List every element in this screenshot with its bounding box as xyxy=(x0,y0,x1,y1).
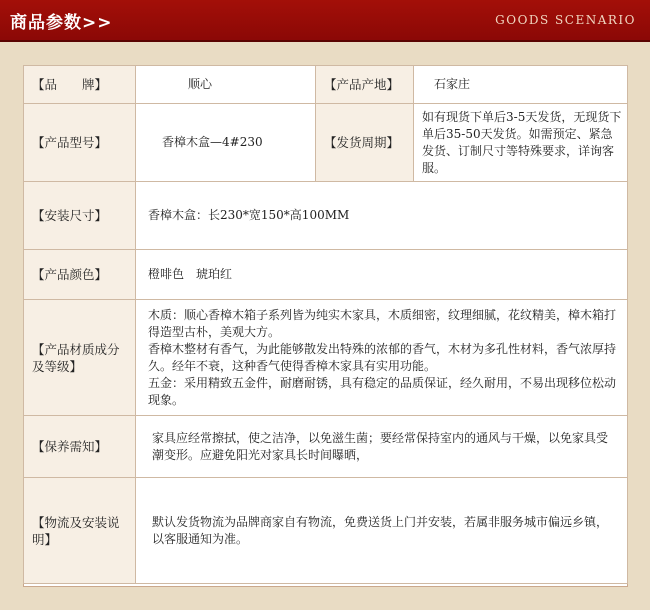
section-title: 商品参数>> xyxy=(10,13,113,33)
table-row xyxy=(24,250,628,300)
color-label: 【产品颜色】 xyxy=(24,250,136,300)
table-row xyxy=(24,416,628,478)
delivery-label: 【发货周期】 xyxy=(316,104,414,182)
logistics-value: 默认发货物流为品牌商家自有物流，免费送货上门并安装，若属非服务城市偏远乡镇，以客服通知为准。 xyxy=(136,478,628,584)
params-table xyxy=(23,65,628,584)
origin-value: 石家庄 xyxy=(414,66,628,104)
brand-value: 顺心 xyxy=(136,66,316,104)
table-row xyxy=(24,478,628,584)
material-hardware-text: 五金：采用精致五金件，耐磨耐锈，具有稳定的品质保证，经久耐用，不易出现移位松动现象。 xyxy=(148,375,617,407)
logistics-label: 【物流及安装说明】 xyxy=(24,478,136,584)
material-scent-text: 香樟木整材有香气，为此能够散发出特殊的浓郁的香气，木材为多孔性材料，香气浓厚持久。经年不衰，这种香气使得香樟木家具有实用功能。 xyxy=(148,341,617,373)
model-label: 【产品型号】 xyxy=(24,104,136,182)
size-value: 香樟木盒：长230*宽150*高100MM xyxy=(136,182,628,250)
table-row xyxy=(24,66,628,104)
material-value xyxy=(136,300,628,416)
section-header xyxy=(0,0,650,42)
section-subtitle: GOODS SCENARIO xyxy=(495,13,636,27)
care-value: 家具应经常擦拭，使之洁净，以免滋生菌；要经常保持室内的通风与干燥，以免家具受潮变形。应避免阳光对家具长时间曝晒， xyxy=(136,416,628,478)
material-wood-text: 木质：顺心香樟木箱子系列皆为纯实木家具，木质细密，纹理细腻，花纹精美，樟木箱打得造型古朴，美观大方。 xyxy=(148,307,617,339)
table-row xyxy=(24,104,628,182)
table-row xyxy=(24,300,628,416)
care-label: 【保养需知】 xyxy=(24,416,136,478)
table-row xyxy=(24,182,628,250)
color-value: 橙啡色 琥珀红 xyxy=(136,250,628,300)
origin-label: 【产品产地】 xyxy=(316,66,414,104)
material-label: 【产品材质成分及等级】 xyxy=(24,300,136,416)
size-label: 【安装尺寸】 xyxy=(24,182,136,250)
brand-label: 【品 牌】 xyxy=(24,66,136,104)
delivery-value: 如有现货下单后3-5天发货，无现货下单后35-50天发货。如需预定、紧急发货、订制尺寸等特殊要求，详询客服。 xyxy=(414,104,628,182)
model-value: 香樟木盒—4#230 xyxy=(136,104,316,182)
